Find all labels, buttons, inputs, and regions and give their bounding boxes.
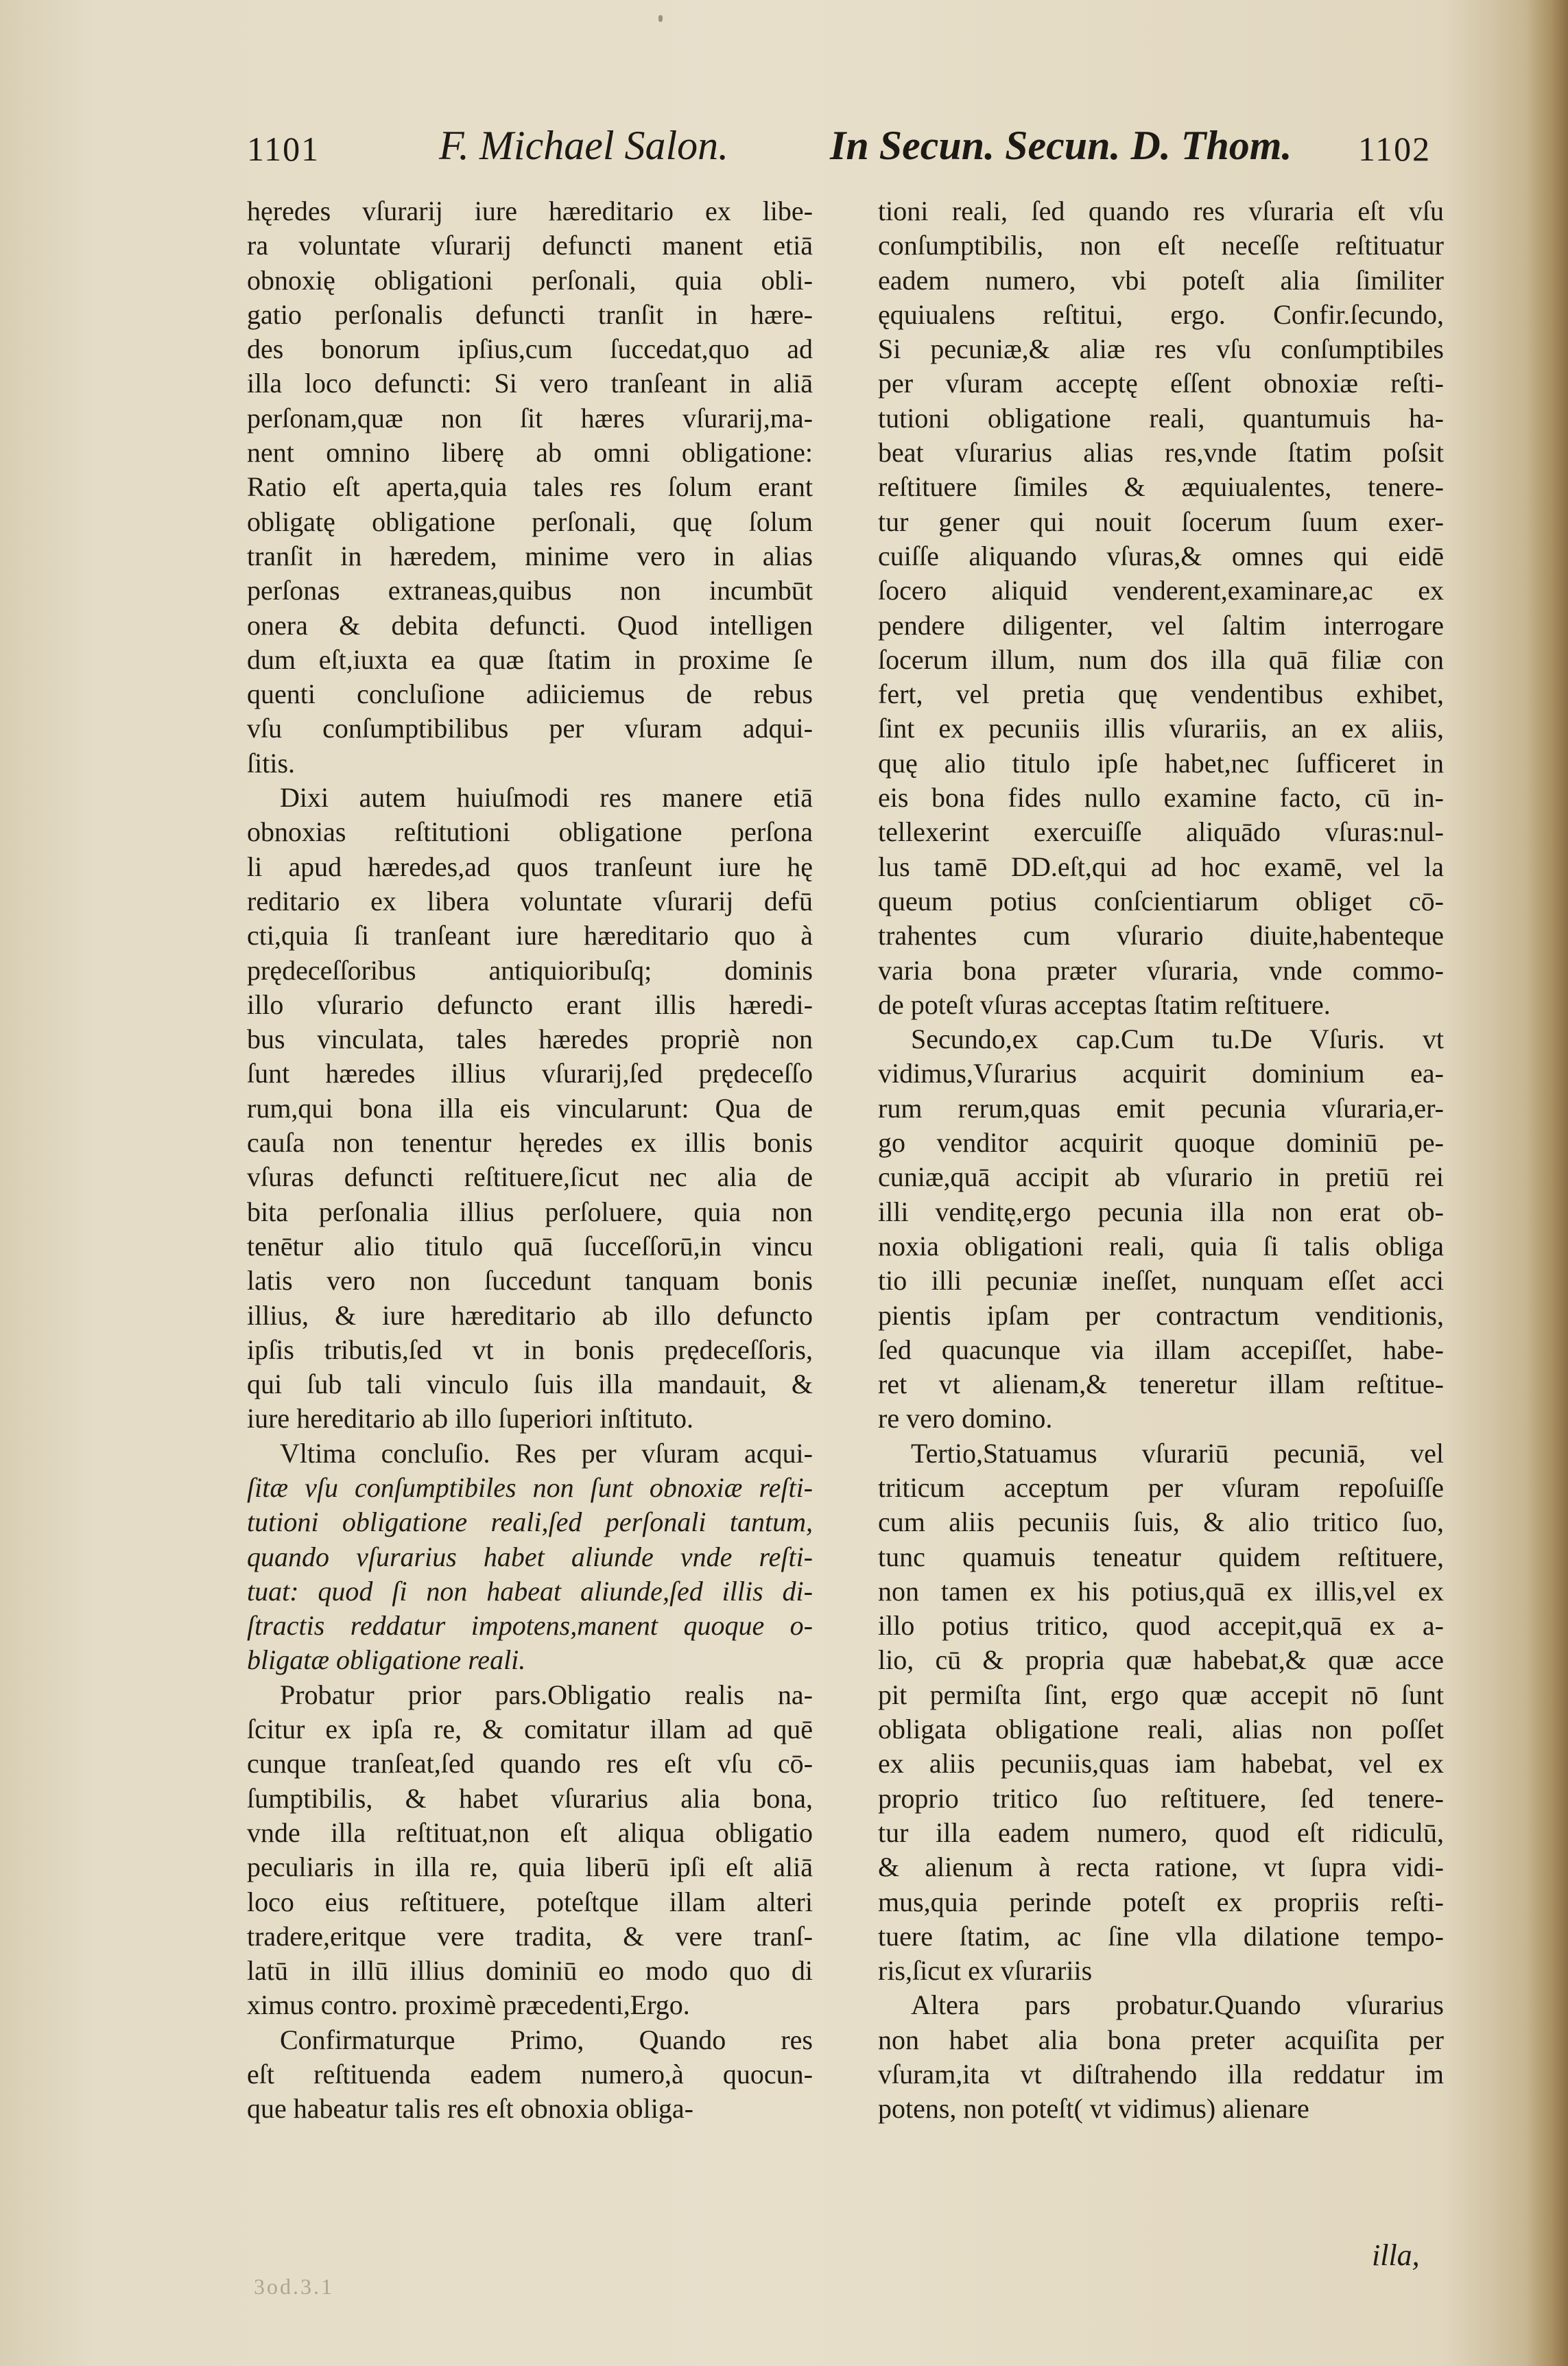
text-line: rum rerum,quas emit pecunia vſuraria,er-: [878, 1092, 1444, 1124]
text-column-right: [878, 194, 1444, 2127]
text-line: hęredes vſurarij iure hæreditario ex libe-: [247, 196, 813, 226]
text-line: re vero domino.: [878, 1403, 1053, 1434]
text-column-left: [247, 194, 813, 2127]
ink-speck: [658, 15, 663, 22]
text-line: illi venditę,ergo pecunia illa non erat ob-: [878, 1196, 1444, 1227]
text-line: loco eius reſtituere, poteſtque illam alteri: [247, 1886, 813, 1917]
text-line: tutioni obligatione reali, quantumuis ha-: [878, 402, 1444, 434]
folio-number-right: 1102: [1358, 130, 1432, 168]
text-line: ſocero aliquid venderent,examinare,ac ex: [878, 575, 1444, 606]
text-line: Ratio eſt aperta,quia tales res ſolum erant: [247, 471, 813, 503]
folio-number-left: 1101: [247, 130, 320, 168]
text-line: pendere diligenter, vel ſaltim interrogare: [878, 609, 1444, 641]
text-line: gatio perſonalis defuncti tranſit in hære-: [247, 298, 813, 330]
text-line: eadem numero, vbi poteſt alia ſimiliter: [878, 264, 1444, 296]
text-line: prędeceſſoribus antiquioribuſq; dominis: [247, 954, 813, 986]
text-line: Confirmaturque Primo, Quando res: [280, 2024, 813, 2055]
text-line: ſocerum illum, num dos illa quā filiæ con: [878, 643, 1444, 675]
text-line: mus,quia perinde poteſt ex propriis reſti-: [878, 1886, 1444, 1917]
text-line: tranſit in hæredem, minime vero in alias: [247, 540, 813, 571]
text-line: ſitis.: [247, 747, 296, 779]
text-line: reditario ex libera voluntate vſurarij defū: [247, 885, 813, 916]
text-line: varia bona præter vſuraria, vnde commo-: [878, 954, 1444, 986]
text-line: Si pecuniæ,& aliæ res vſu conſumptibiles: [878, 333, 1444, 365]
text-line: cauſa non tenentur hęredes ex illis bonis: [247, 1127, 813, 1159]
text-line: quenti concluſione adiiciemus de rebus: [247, 678, 813, 710]
text-line: conſumptibilis, non eſt neceſſe reſtituatur: [878, 230, 1444, 261]
text-line: que habeatur talis res eſt obnoxia obliga-: [247, 2093, 693, 2125]
text-line: trahentes cum vſurario diuite,habenteque: [878, 920, 1444, 951]
text-line: non habet alia bona preter acquiſita per: [878, 2024, 1444, 2055]
text-line: ipſis tributis,ſed vt in bonis prędeceſſoris,: [247, 1334, 813, 1365]
text-line: ra voluntate vſurarij defuncti manent etiā: [247, 230, 813, 261]
text-line: non tamen ex his potius,quā ex illis,vel ex: [878, 1575, 1444, 1607]
text-line: cuniæ,quā accipit ab vſurario in pretiū rei: [878, 1161, 1444, 1193]
text-line: iure hereditario ab illo ſuperiori inſtituto.: [247, 1403, 693, 1434]
text-line: tellexerint exercuiſſe aliquādo vſuras:nul-: [878, 816, 1444, 848]
text-line: li apud hæredes,ad quos tranſeunt iure hę: [247, 851, 813, 882]
text-line: queum potius conſcientiarum obliget cō-: [878, 885, 1444, 916]
text-line: tur gener qui nouit ſocerum ſuum exer-: [878, 506, 1444, 537]
text-line: vidimus,Vſurarius acquirit dominium ea-: [878, 1058, 1444, 1089]
text-line: per vſuram acceptę eſſent obnoxiæ reſti-: [878, 368, 1444, 399]
text-line: illius, & iure hæreditario ab illo defuncto: [247, 1299, 813, 1331]
text-line: illo potius tritico, quod accepit,quā ex a-: [878, 1610, 1444, 1642]
text-line: ximus contro. proximè præcedenti,Ergo.: [247, 1989, 690, 2021]
text-line: tradere,eritque vere tradita, & vere tranſ-: [247, 1920, 813, 1952]
text-line: Secundo,ex cap.Cum tu.De Vſuris. vt: [911, 1024, 1444, 1055]
text-line: reſtituere ſimiles & æquiualentes, tenere-: [878, 471, 1444, 503]
text-line: nent omnino liberę ab omni obligatione:: [247, 437, 813, 469]
text-line: tenētur alio titulo quā ſucceſſorū,in vincu: [247, 1230, 813, 1262]
text-line: Tertio,Statuamus vſurariū pecuniā, vel: [911, 1437, 1444, 1469]
text-line: bita perſonalia illius perſoluere, quia non: [247, 1196, 813, 1227]
text-line: triticum acceptum per vſuram repoſuiſſe: [878, 1471, 1444, 1503]
text-line: cti,quia ſi tranſeant iure hæreditario quo à: [247, 920, 813, 951]
text-line: lio, cū & propria quæ habebat,& quæ acce: [878, 1644, 1444, 1676]
text-line: tio illi pecuniæ ineſſet, nunquam eſſet acci: [878, 1265, 1444, 1297]
text-line: perſonam,quæ non ſit hæres vſurarij,ma-: [247, 402, 813, 434]
text-line: illa loco defuncti: Si vero tranſeant in aliā: [247, 368, 813, 399]
text-line: Vltima concluſio. Res per vſuram acqui-: [280, 1437, 813, 1469]
text-line: cum aliis pecuniis ſuis, & alio tritico ſuo,: [878, 1506, 1444, 1538]
text-line: potens, non poteſt( vt vidimus) alienare: [878, 2093, 1309, 2125]
text-line: cuiſſe aliquando vſuras,& omnes qui eidē: [878, 540, 1444, 571]
text-line: go venditor acquirit quoque dominiū pe-: [878, 1127, 1444, 1159]
text-line: perſonas extraneas,quibus non incumbūt: [247, 575, 813, 606]
text-line: ex aliis pecuniis,quas iam habebat, vel ex: [878, 1748, 1444, 1779]
text-line: obnoxias reſtitutioni obligatione perſona: [247, 816, 813, 848]
text-line: quę alio titulo ipſe habet,nec ſufficeret in: [878, 747, 1444, 779]
text-line: ſtractis reddatur impotens,manent quoque o-: [247, 1610, 813, 1642]
text-line: tioni reali, ſed quando res vſuraria eſt vſu: [878, 196, 1444, 226]
text-line: bligatæ obligatione reali.: [247, 1644, 526, 1676]
text-line: rum,qui bona illa eis vincularunt: Qua de: [247, 1092, 813, 1124]
text-line: lus tamē DD.eſt,qui ad hoc examē, vel la: [878, 851, 1444, 882]
text-line: ſcitur ex ipſa re, & comitatur illam ad quē: [247, 1714, 813, 1745]
text-line: Altera pars probatur.Quando vſurarius: [911, 1989, 1444, 2021]
text-line: illo vſurario defuncto erant illis hæredi-: [247, 989, 813, 1020]
text-line: Probatur prior pars.Obligatio realis na-: [280, 1679, 813, 1710]
text-line: peculiaris in illa re, quia liberū ipſi eſt aliā: [247, 1852, 813, 1883]
page-header: [0, 122, 1568, 184]
text-line: latis vero non ſuccedunt tanquam bonis: [247, 1265, 813, 1297]
text-line: pientis ipſam per contractum venditionis,: [878, 1299, 1444, 1331]
text-line: vnde illa reſtituat,non eſt aliqua obligatio: [247, 1817, 813, 1848]
text-line: Dixi autem huiuſmodi res manere etiā: [280, 782, 813, 814]
text-line: ſumptibilis, & habet vſurarius alia bona,: [247, 1782, 813, 1814]
text-line: eis bona fides nullo examine facto, cū in-: [878, 782, 1444, 814]
catchword: illa,: [1372, 2238, 1420, 2272]
text-line: vſuram,ita vt diſtrahendo illa reddatur im: [878, 2059, 1444, 2090]
running-head-work: In Secun. Secun. D. Thom.: [830, 123, 1292, 168]
text-line: ris,ſicut ex vſurariis: [878, 1955, 1093, 1987]
text-line: ſunt hæredes illius vſurarij,ſed prędeceſſo: [247, 1058, 813, 1089]
text-line: cunque tranſeat,ſed quando res eſt vſu cō-: [247, 1748, 813, 1779]
text-line: tuat: quod ſi non habeat aliunde,ſed illis di-: [247, 1575, 813, 1607]
text-line: dum eſt,iuxta ea quæ ſtatim in proxime ſe: [247, 643, 813, 675]
text-line: tunc quamuis teneatur quidem reſtituere,: [878, 1541, 1444, 1572]
text-line: tur illa eadem numero, quod eſt ridiculū,: [878, 1817, 1444, 1848]
page-gutter-shadow: [1527, 0, 1568, 2366]
text-line: eſt reſtituenda eadem numero,à quocun-: [247, 2059, 813, 2090]
text-line: bus vinculata, tales hæredes propriè non: [247, 1024, 813, 1055]
text-line: obnoxię obligationi perſonali, quia obli-: [247, 264, 813, 296]
text-line: tutioni obligatione reali,ſed perſonali tantum,: [247, 1506, 813, 1538]
text-line: obligata obligatione reali, alias non poſſet: [878, 1714, 1444, 1745]
text-line: fert, vel pretia quę vendentibus exhibet,: [878, 678, 1444, 710]
text-line: ſed quacunque via illam accepiſſet, habe-: [878, 1334, 1444, 1365]
text-line: des bonorum ipſius,cum ſuccedat,quo ad: [247, 333, 813, 365]
text-line: ret vt alienam,& teneretur illam reſtitue-: [878, 1369, 1444, 1400]
text-line: qui ſub tali vinculo ſuis illa mandauit, &: [247, 1369, 813, 1400]
text-line: quando vſurarius habet aliunde vnde reſti-: [247, 1541, 813, 1572]
text-line: & alienum à recta ratione, vt ſupra vidi-: [878, 1852, 1444, 1883]
text-line: obligatę obligatione perſonali, quę ſolum: [247, 506, 813, 537]
text-line: proprio tritico ſuo reſtituere, ſed tenere-: [878, 1782, 1444, 1814]
text-line: vſu conſumptibilibus per vſuram adqui-: [247, 713, 813, 744]
text-line: ſint ex pecuniis illis vſurariis, an ex aliis,: [878, 713, 1444, 744]
text-line: ſitæ vſu conſumptibiles non ſunt obnoxiæ reſti-: [247, 1471, 813, 1503]
text-line: pit permiſta ſint, ergo quæ accepit nō ſunt: [878, 1679, 1444, 1710]
text-line: ęquiualens reſtitui, ergo. Confir.ſecundo,: [878, 298, 1444, 330]
text-line: beat vſurarius alias res,vnde ſtatim poſsit: [878, 437, 1444, 469]
text-line: onera & debita defuncti. Quod intelligen: [247, 609, 813, 641]
bottom-ink-mark: 3od.3.1: [254, 2274, 334, 2299]
text-line: vſuras defuncti reſtituere,ſicut nec alia de: [247, 1161, 813, 1193]
text-line: noxia obligationi reali, quia ſi talis obliga: [878, 1230, 1444, 1262]
running-head-author: F. Michael Salon.: [439, 123, 729, 168]
text-line: tuere ſtatim, ac ſine vlla dilatione tempo-: [878, 1920, 1444, 1952]
text-line: de poteſt vſuras acceptas ſtatim reſtituere.: [878, 989, 1331, 1020]
text-line: latū in illū illius dominiū eo modo quo di: [247, 1955, 813, 1987]
